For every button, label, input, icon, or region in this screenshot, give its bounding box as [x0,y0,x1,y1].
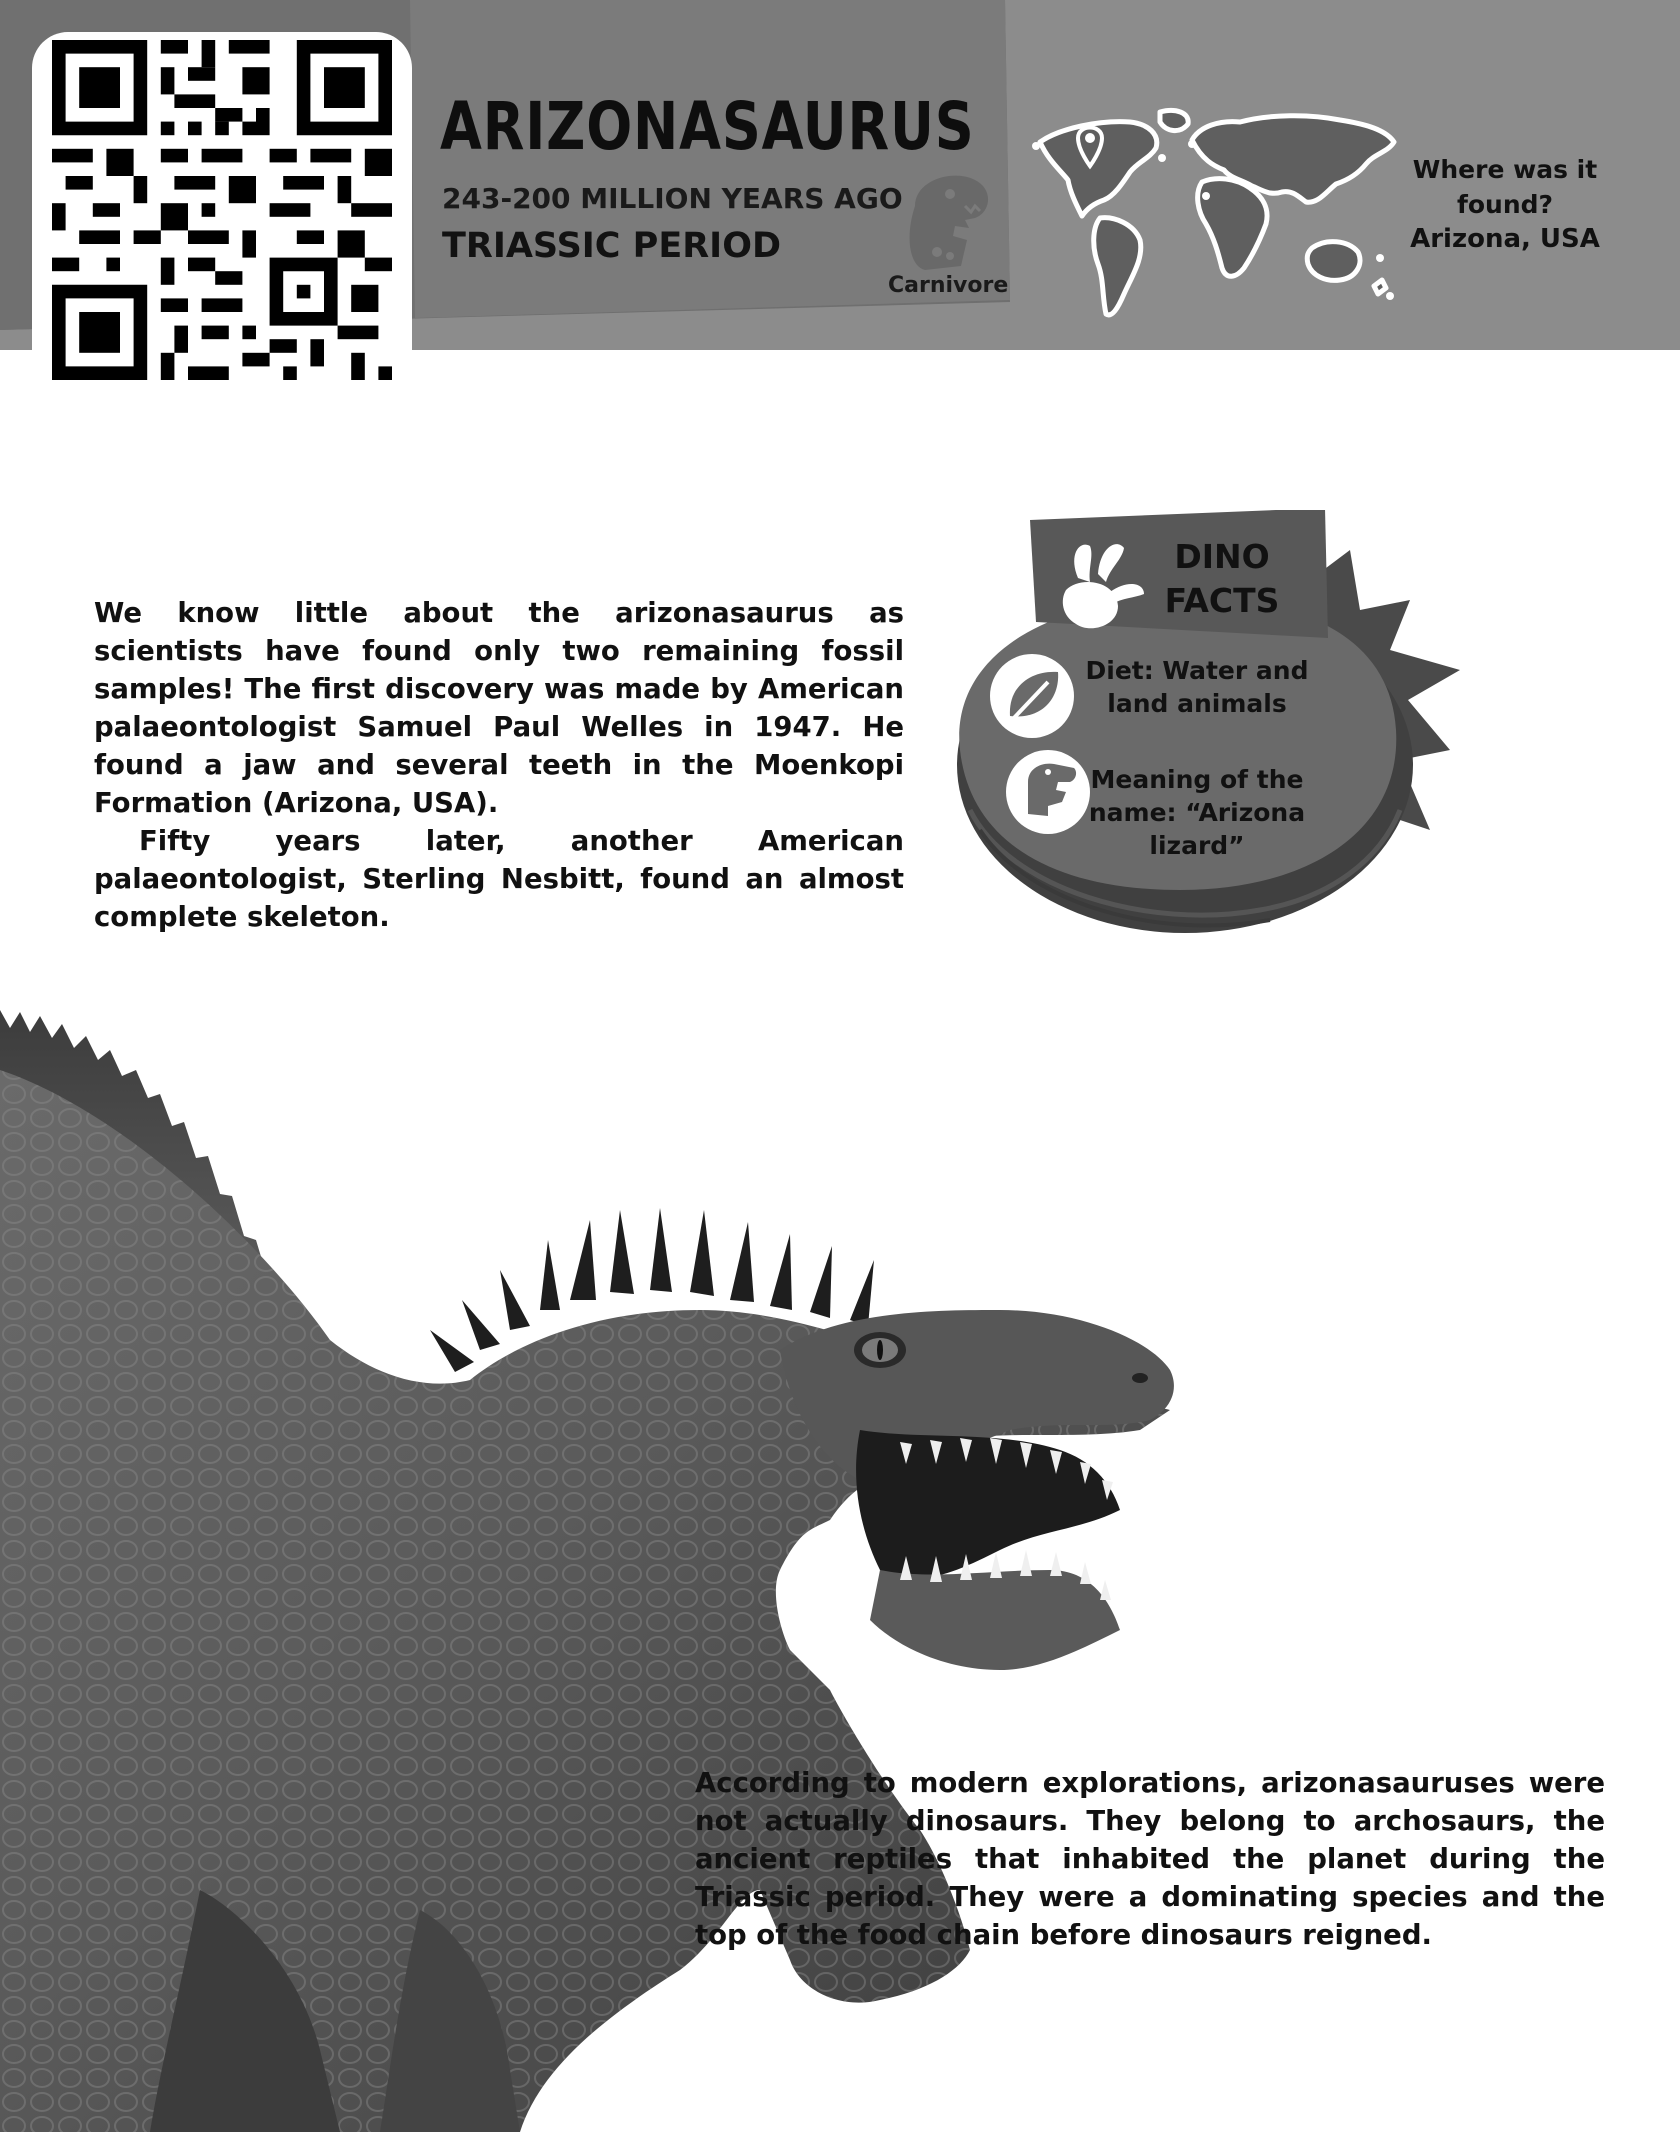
fact-name-meaning: Meaning of the name: “Arizona lizard” [1088,765,1306,860]
world-map-icon [1030,100,1410,330]
dino-facts-title: DINO FACTS [1164,537,1280,620]
arizonasaurus-illustration [0,1010,1200,2132]
page-title: ARIZONASAURUS [440,88,975,165]
time-range: 243-200 MILLION YEARS AGO [442,182,903,215]
qr-code[interactable] [52,40,392,380]
leaf-icon [990,654,1074,738]
intro-paragraph-1: We know little about the arizonasaurus as scientists have found only two remaining fossil samples! The first discovery was made by American palaeontologist Samuel Paul Welles in 1947. He found a jaw and several teeth in the Moenkopi Formation (Arizona, USA). [94,597,904,819]
intro-paragraph-2: Fifty years later, another American palaeontologist, Sterling Nesbitt, found an almost complete skeleton. [94,825,904,933]
diet-badge: Carnivore [888,273,1009,298]
dino-head-icon [1006,750,1090,834]
location-answer: Arizona, USA [1410,224,1600,254]
location-question: Where was it found? [1412,155,1598,219]
intro-text [94,594,904,936]
fact-diet: Diet: Water and land animals [1085,656,1309,718]
dino-skull-icon [895,166,995,276]
period-label: TRIASSIC PERIOD [442,226,782,266]
location-info [1410,152,1600,257]
closing-paragraph: According to modern explorations, arizonasauruses were not actually dinosaurs. They belong to archosaurs, the ancient reptiles that inhabited the planet during the Triassic period. They were a dominating species and the top of the food chain before dinosaurs reigned. [695,1767,1605,1951]
